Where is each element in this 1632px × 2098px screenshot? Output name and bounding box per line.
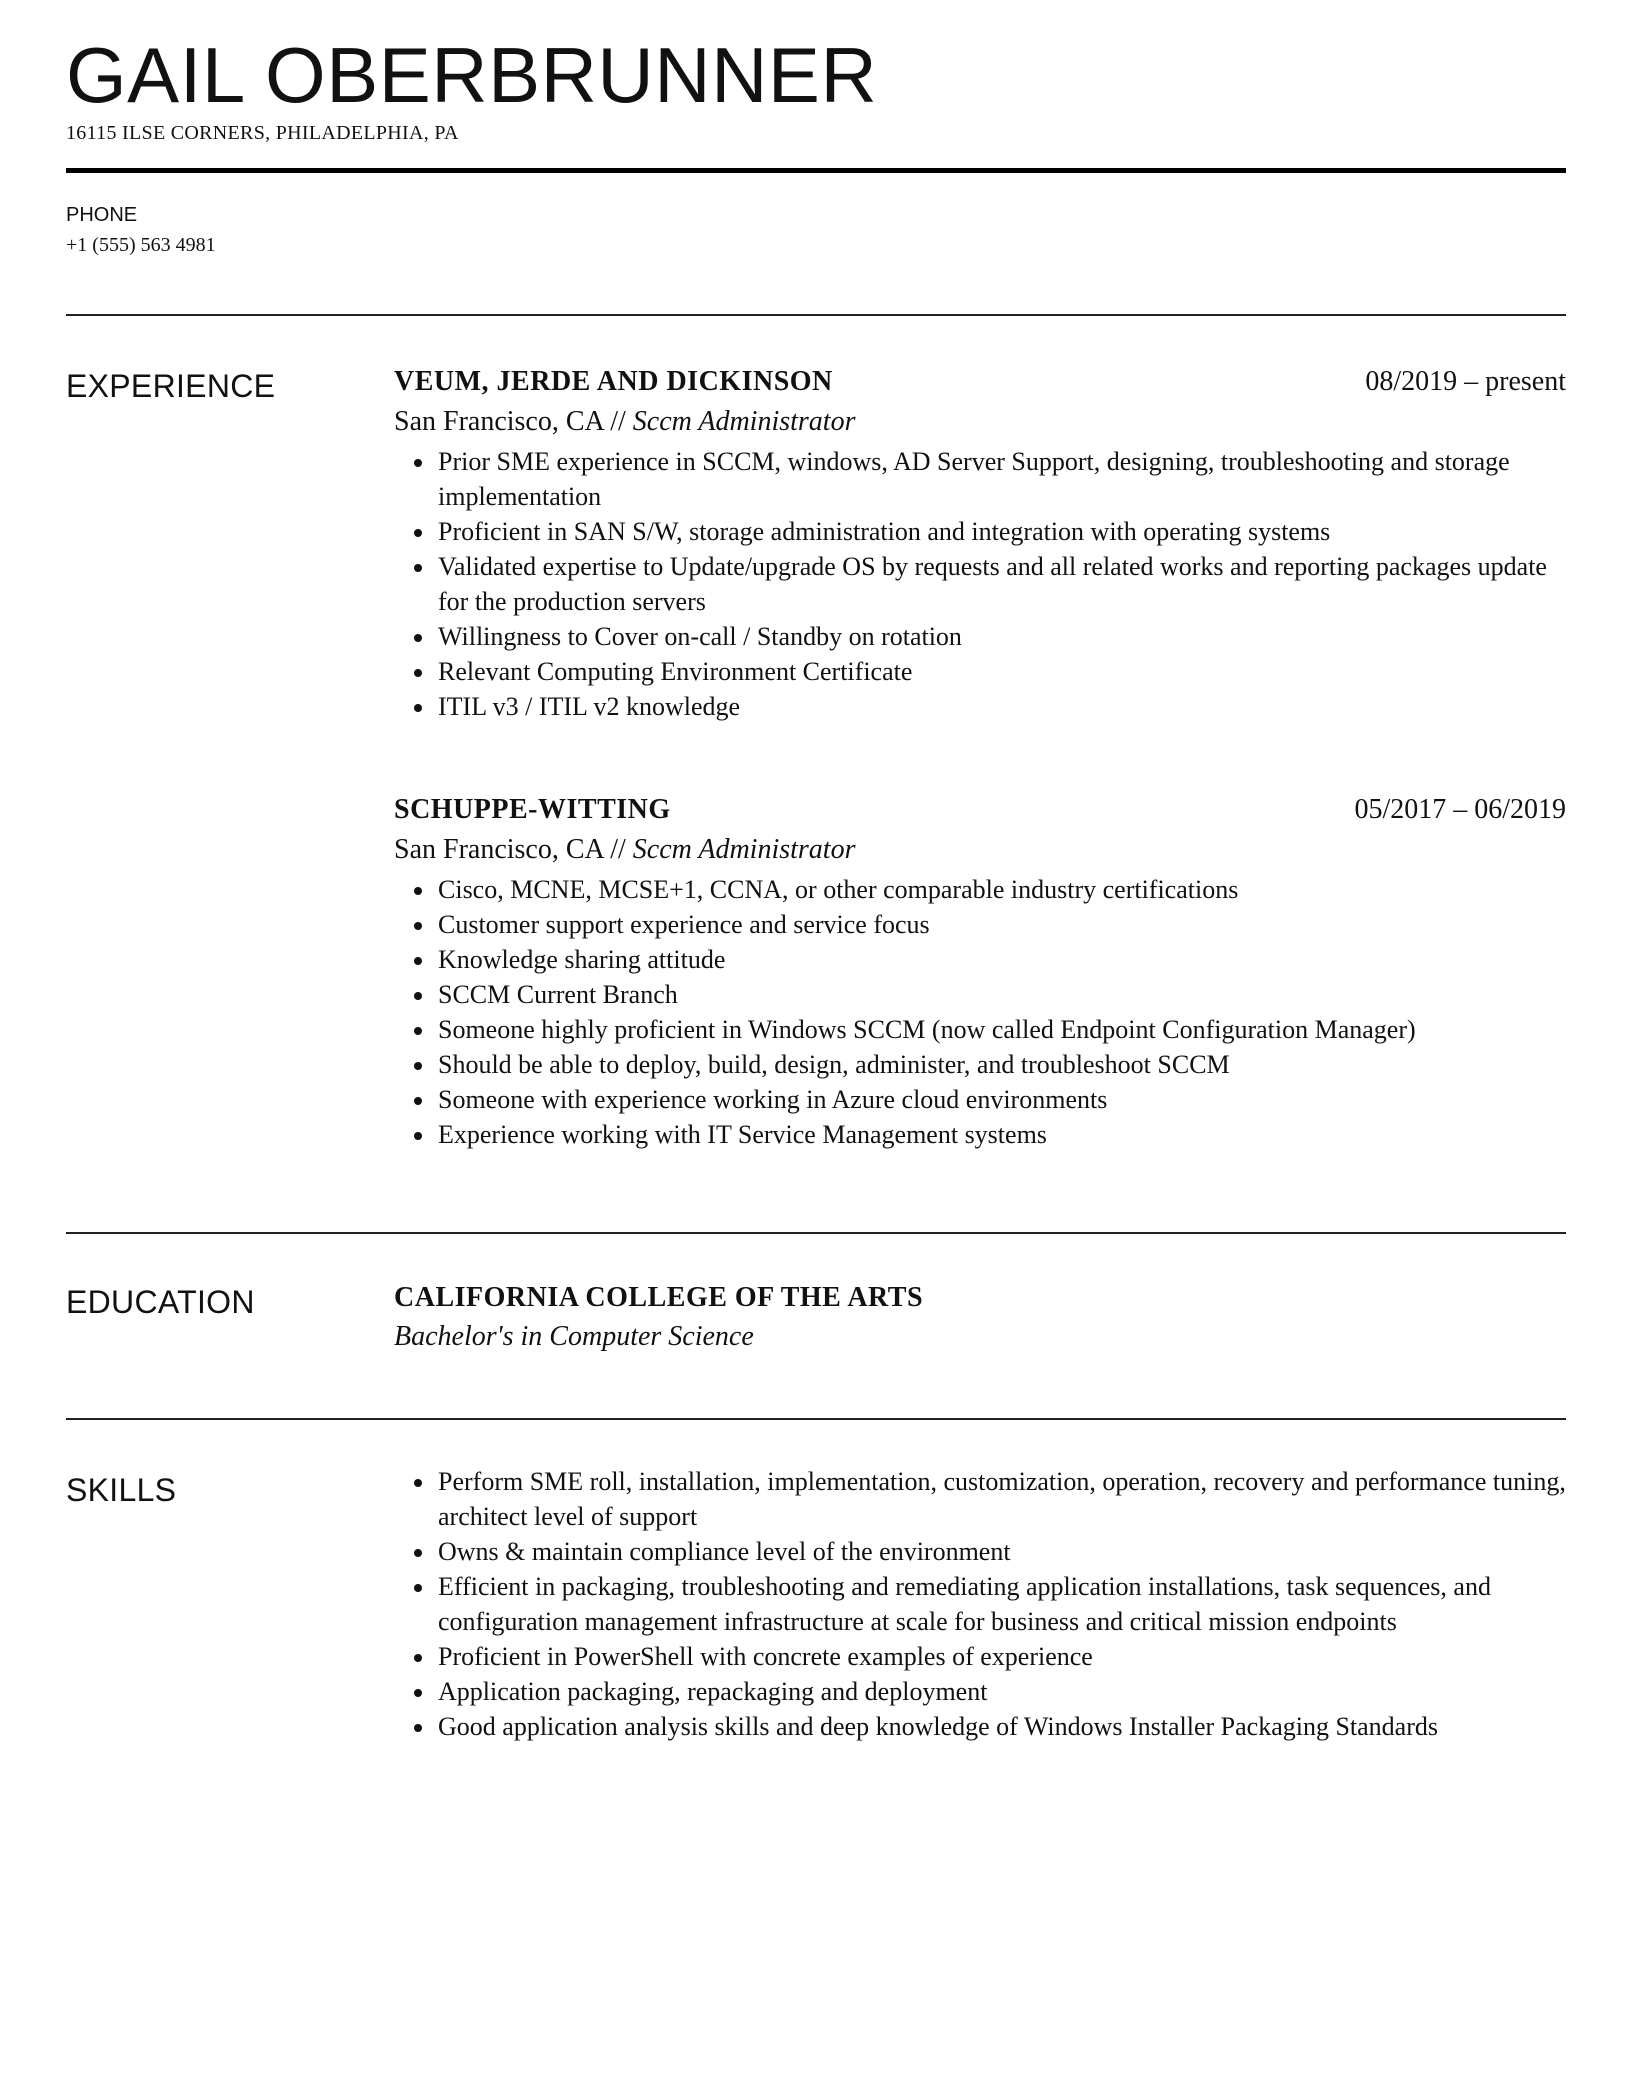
job-header (394, 792, 1566, 830)
job-bullet: • Prior SME experience in SCCM, windows, AD Server Support, designing, troubleshooting and storage implementation (436, 444, 1566, 514)
job-location-role (394, 404, 1566, 440)
job-bullet: • Someone highly proficient in Windows SCCM (now called Endpoint Configuration Manager) (436, 1012, 1566, 1047)
skill-item: • Efficient in packaging, troubleshooting and remediating application installations, task sequences, and configuration management infrastructure at scale for business and critical mission endpoints (436, 1569, 1566, 1639)
address: 16115 ILSE CORNERS, PHILADELPHIA, PA (66, 122, 459, 144)
job-role: Sccm Administrator (632, 834, 856, 865)
job-bullet: • Customer support experience and service focus (436, 907, 1566, 942)
job-bullet: • Experience working with IT Service Management systems (436, 1117, 1566, 1152)
job-location-role (394, 832, 1566, 868)
job-entry (394, 792, 1566, 1152)
contact-divider (66, 314, 1566, 316)
job-bullet: • Should be able to deploy, build, design, administer, and troubleshoot SCCM (436, 1047, 1566, 1082)
skill-item: • Application packaging, repackaging and deployment (436, 1674, 1566, 1709)
location-role-separator: // (603, 834, 633, 865)
skill-item: • Owns & maintain compliance level of the environment (436, 1534, 1566, 1569)
phone-number: +1 (555) 563 4981 (66, 234, 216, 256)
skill-item: • Proficient in PowerShell with concrete examples of experience (436, 1639, 1566, 1674)
candidate-name: GAIL OBERBRUNNER (66, 31, 878, 119)
job-bullet: • Willingness to Cover on-call / Standby on rotation (436, 619, 1566, 654)
skills-list (394, 1464, 1566, 1744)
experience-section-title: EXPERIENCE (66, 368, 276, 404)
education-entry (394, 1280, 1566, 1356)
job-bullet: • ITIL v3 / ITIL v2 knowledge (436, 689, 1566, 724)
job-bullets (394, 872, 1566, 1152)
job-location: San Francisco, CA (394, 834, 604, 865)
education-divider (66, 1418, 1566, 1420)
company-name: VEUM, JERDE AND DICKINSON (394, 366, 833, 397)
company-name: SCHUPPE-WITTING (394, 794, 671, 825)
job-bullet: • SCCM Current Branch (436, 977, 1566, 1012)
experience-entries-2 (394, 792, 1566, 1152)
degree: Bachelor's in Computer Science (394, 1321, 754, 1352)
job-role: Sccm Administrator (632, 406, 856, 437)
job-bullet: • Someone with experience working in Azure cloud environments (436, 1082, 1566, 1117)
education-section-title: EDUCATION (66, 1284, 255, 1320)
job-bullets (394, 444, 1566, 724)
skills-entries (394, 1464, 1566, 1744)
job-header (394, 364, 1566, 402)
job-bullet: • Cisco, MCNE, MCSE+1, CCNA, or other comparable industry certifications (436, 872, 1566, 907)
job-bullet: • Relevant Computing Environment Certificate (436, 654, 1566, 689)
skills-section-title: SKILLS (66, 1472, 177, 1508)
skill-item: • Good application analysis skills and deep knowledge of Windows Installer Packaging Standards (436, 1709, 1566, 1744)
job-bullet: • Proficient in SAN S/W, storage administration and integration with operating systems (436, 514, 1566, 549)
job-bullet: • Knowledge sharing attitude (436, 942, 1566, 977)
phone-label: PHONE (66, 204, 138, 226)
experience-entries (394, 364, 1566, 724)
job-bullet: • Validated expertise to Update/upgrade OS by requests and all related works and reporting packages update for the production servers (436, 549, 1566, 619)
job-dates: 05/2017 – 06/2019 (1354, 794, 1566, 825)
experience-divider (66, 1232, 1566, 1234)
job-dates: 08/2019 – present (1365, 366, 1566, 397)
school-name: CALIFORNIA COLLEGE OF THE ARTS (394, 1282, 924, 1313)
location-role-separator: // (603, 406, 633, 437)
job-location: San Francisco, CA (394, 406, 604, 437)
job-entry (394, 364, 1566, 724)
header-divider (66, 168, 1566, 173)
skill-item: • Perform SME roll, installation, implementation, customization, operation, recovery and performance tuning, architect level of support (436, 1464, 1566, 1534)
